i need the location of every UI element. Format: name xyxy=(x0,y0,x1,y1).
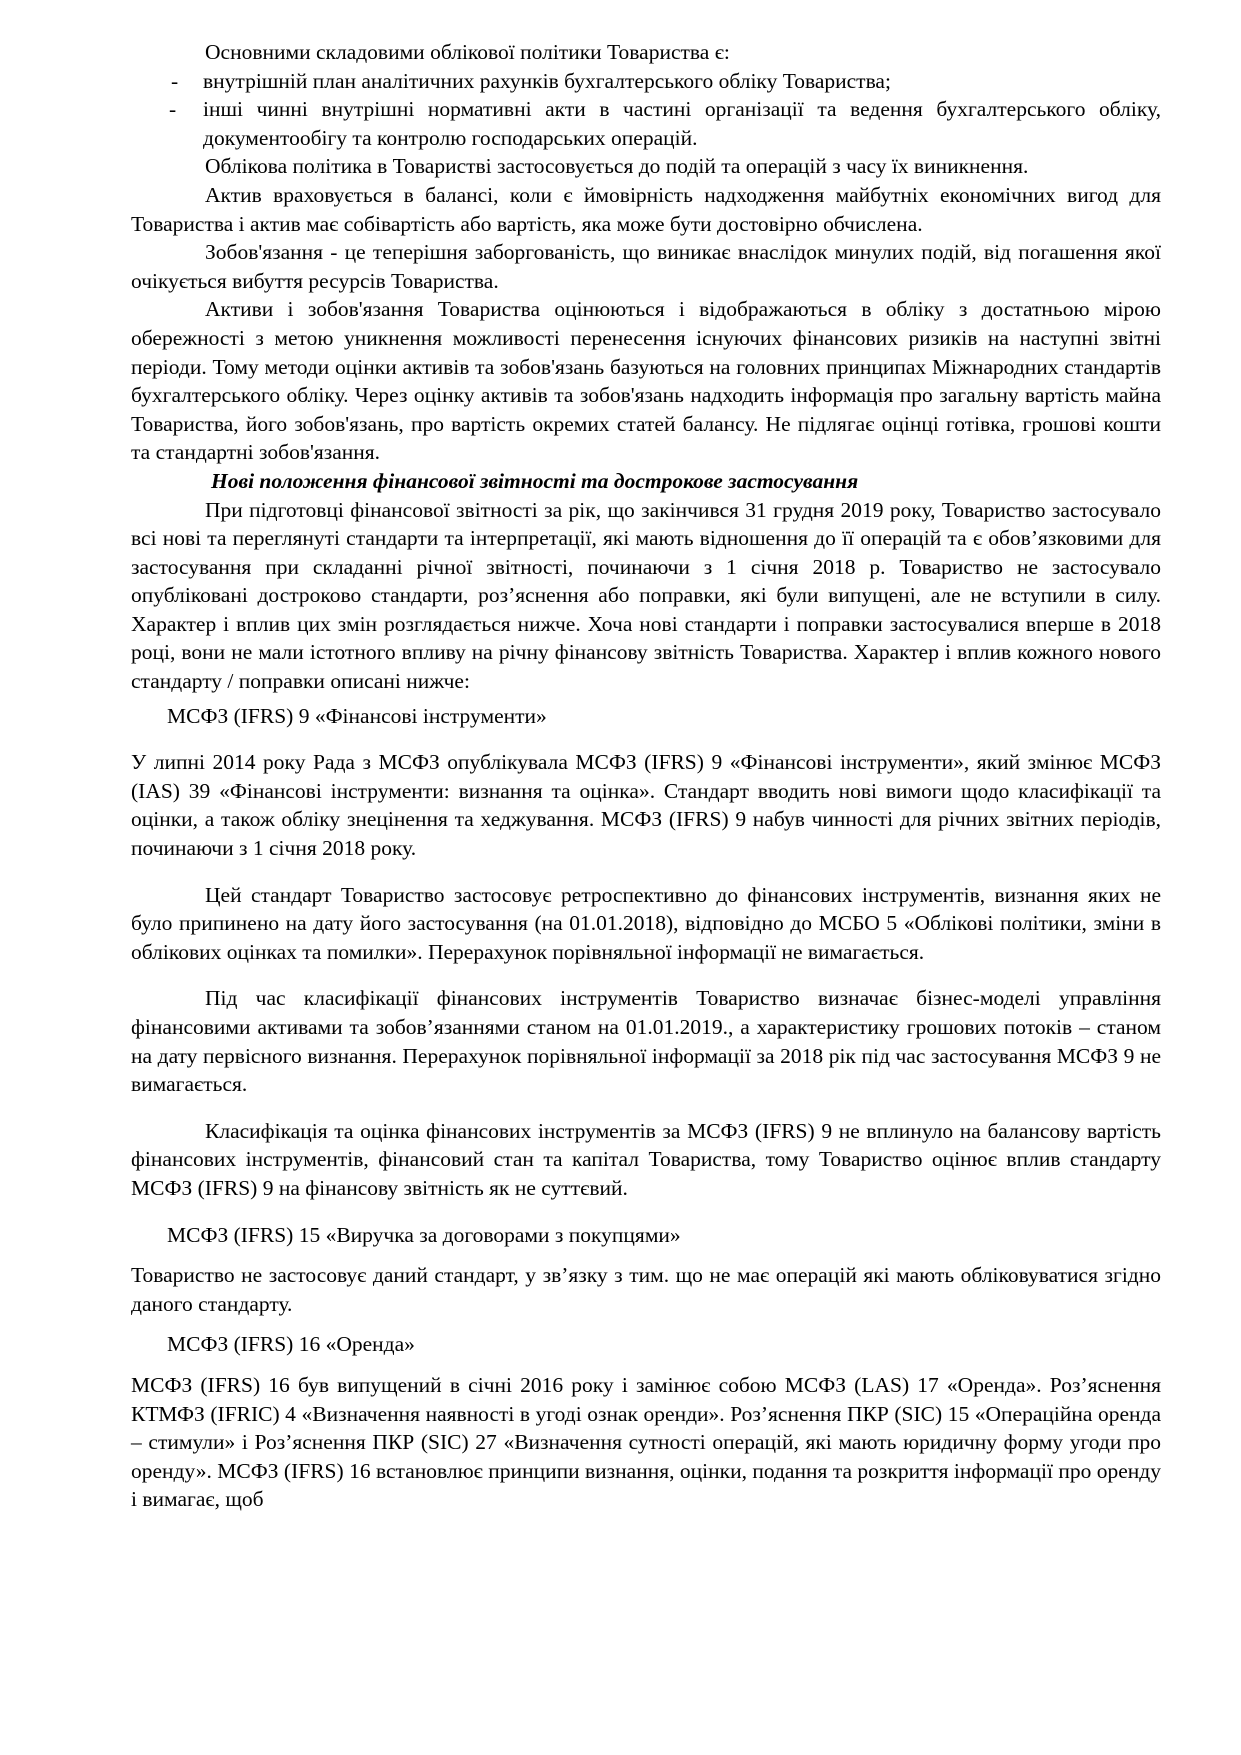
paragraph: Актив враховується в балансі, коли є ймовірність надходження майбутніх економічних вигод для Товариства і актив має собівартість або вартість, яка може бути достовірно обчислена. xyxy=(131,182,1161,236)
ifrs9-paragraph-2: Цей стандарт Товариство застосовує ретроспективно до фінансових інструментів, визнання яких не було припинено на дату його застосування (на 01.01.2018), відповідно до МСБО 5 «Облікові політики, зміни в облікових оцінках та помилки». Перерахунок порівняльної інформації не вимагається. xyxy=(131,882,1161,964)
bullet-marker: - xyxy=(171,68,179,93)
section-intro: При підготовці фінансової звітності за рік, що закінчився 31 грудня 2019 року, Товариство застосувало всі нові та переглянуті стандарти та інтерпретації, які мають відношення до її операцій та є обов’язковими для застосування при складанні річної звітності, починаючи з 1 січня 2018 р. Товариство не застосувало опубліковані достроково стандарти, роз’яснення або поправки, які були випущені, але не вступили в силу. Характер і вплив цих змін розглядається нижче. Хоча нові стандарти і поправки застосувалися вперше в 2018 році, вони не мали істотного впливу на річну фінансову звітність Товариства. Характер і вплив кожного нового стандарту / поправки описані нижче: xyxy=(131,497,1161,694)
bullet-text: інші чинні внутрішні нормативні акти в частині організації та ведення бухгалтерського обліку, документообігу та контролю господарських операцій. xyxy=(203,97,1161,150)
paragraph: Активи і зобов'язання Товариства оцінюються і відображаються в обліку з достатньою мірою обережності з метою уникнення можливості перенесення існуючих фінансових ризиків на наступні звітні періоди. Тому методи оцінки активів та зобов'язань базуються на головних принципах Міжнародних стандартів бухгалтерського обліку. Через оцінку активів та зобов'язань надходить інформація про загальну вартість майна Товариства, його зобов'язань, про вартість окремих статей балансу. Не підлягає оцінці готівка, грошові кошти та стандартні зобов'язання. xyxy=(131,297,1161,465)
bullet-item xyxy=(131,67,1161,96)
paragraph: Зобов'язання - це теперішня заборгованість, що виникає внаслідок минулих подій, від погашення якої очікується вибуття ресурсів Товариства. xyxy=(131,240,1161,293)
ifrs16-paragraph: МСФЗ (IFRS) 16 був випущений в січні 2016 року і замінює собою МСФЗ (LAS) 17 «Оренда». Роз’яснення КТМФЗ (IFRIC) 4 «Визначення наявності в угоді ознак оренди». Роз’яснення ПКР (SIC) 15 «Операційна оренда – стимули» і Роз’яснення ПКР (SIC) 27 «Визначення сутності операцій, які мають юридичну форму угоди про оренду». МСФЗ (IFRS) 16 встановлює принципи визнання, оцінки, подання та розкриття інформації про оренду і вимагає, щоб xyxy=(131,1372,1161,1512)
ifrs9-paragraph-4: Класифікація та оцінка фінансових інструментів за МСФЗ (IFRS) 9 не вплинуло на балансову вартість фінансових інструментів, фінансовий стан та капітал Товариства, тому Товариство оцінює вплив стандарту МСФЗ (IFRS) 9 на фінансову звітність як не суттєвий. xyxy=(131,1118,1161,1200)
ifrs15-title: МСФЗ (IFRS) 15 «Виручка за договорами з покупцями» xyxy=(167,1222,681,1247)
intro-paragraph: Основними складовими облікової політики Товариства є: xyxy=(205,40,730,64)
ifrs16-title: МСФЗ (IFRS) 16 «Оренда» xyxy=(167,1332,415,1357)
ifrs9-title: МСФЗ (IFRS) 9 «Фінансові інструменти» xyxy=(167,703,547,728)
bullet-item xyxy=(131,95,1161,152)
ifrs9-paragraph-1: У липні 2014 року Рада з МСФЗ опублікувала МСФЗ (IFRS) 9 «Фінансові інструменти», який змінює МСФЗ (IAS) 39 «Фінансові інструменти: визнання та оцінка». Стандарт вводить нові вимоги щодо класифікації та оцінки, а також обліку знецінення та хеджування. МСФЗ (IFRS) 9 набув чинності для річних звітних періодів, починаючи з 1 січня 2018 року. xyxy=(131,750,1161,861)
bullet-marker: - xyxy=(169,97,177,122)
bullet-text: внутрішній план аналітичних рахунків бухгалтерського обліку Товариства; xyxy=(203,68,891,93)
ifrs15-paragraph: Товариство не застосовує даний стандарт, у зв’язку з тим. що не має операцій які мають обліковуватися згідно даного стандарту. xyxy=(131,1263,1161,1316)
section-heading: Нові положення фінансової звітності та дострокове застосування xyxy=(211,468,859,493)
paragraph: Облікова політика в Товаристві застосовується до подій та операцій з часу їх виникнення. xyxy=(205,154,1029,179)
document-page xyxy=(131,38,1161,1514)
ifrs9-paragraph-3: Під час класифікації фінансових інструментів Товариство визначає бізнес-моделі управління фінансовими активами та зобов’язаннями станом на 01.01.2019., а характеристику грошових потоків – станом на дату первісного визнання. Перерахунок порівняльної інформації за 2018 рік під час застосування МСФЗ 9 не вимагається. xyxy=(131,986,1161,1097)
